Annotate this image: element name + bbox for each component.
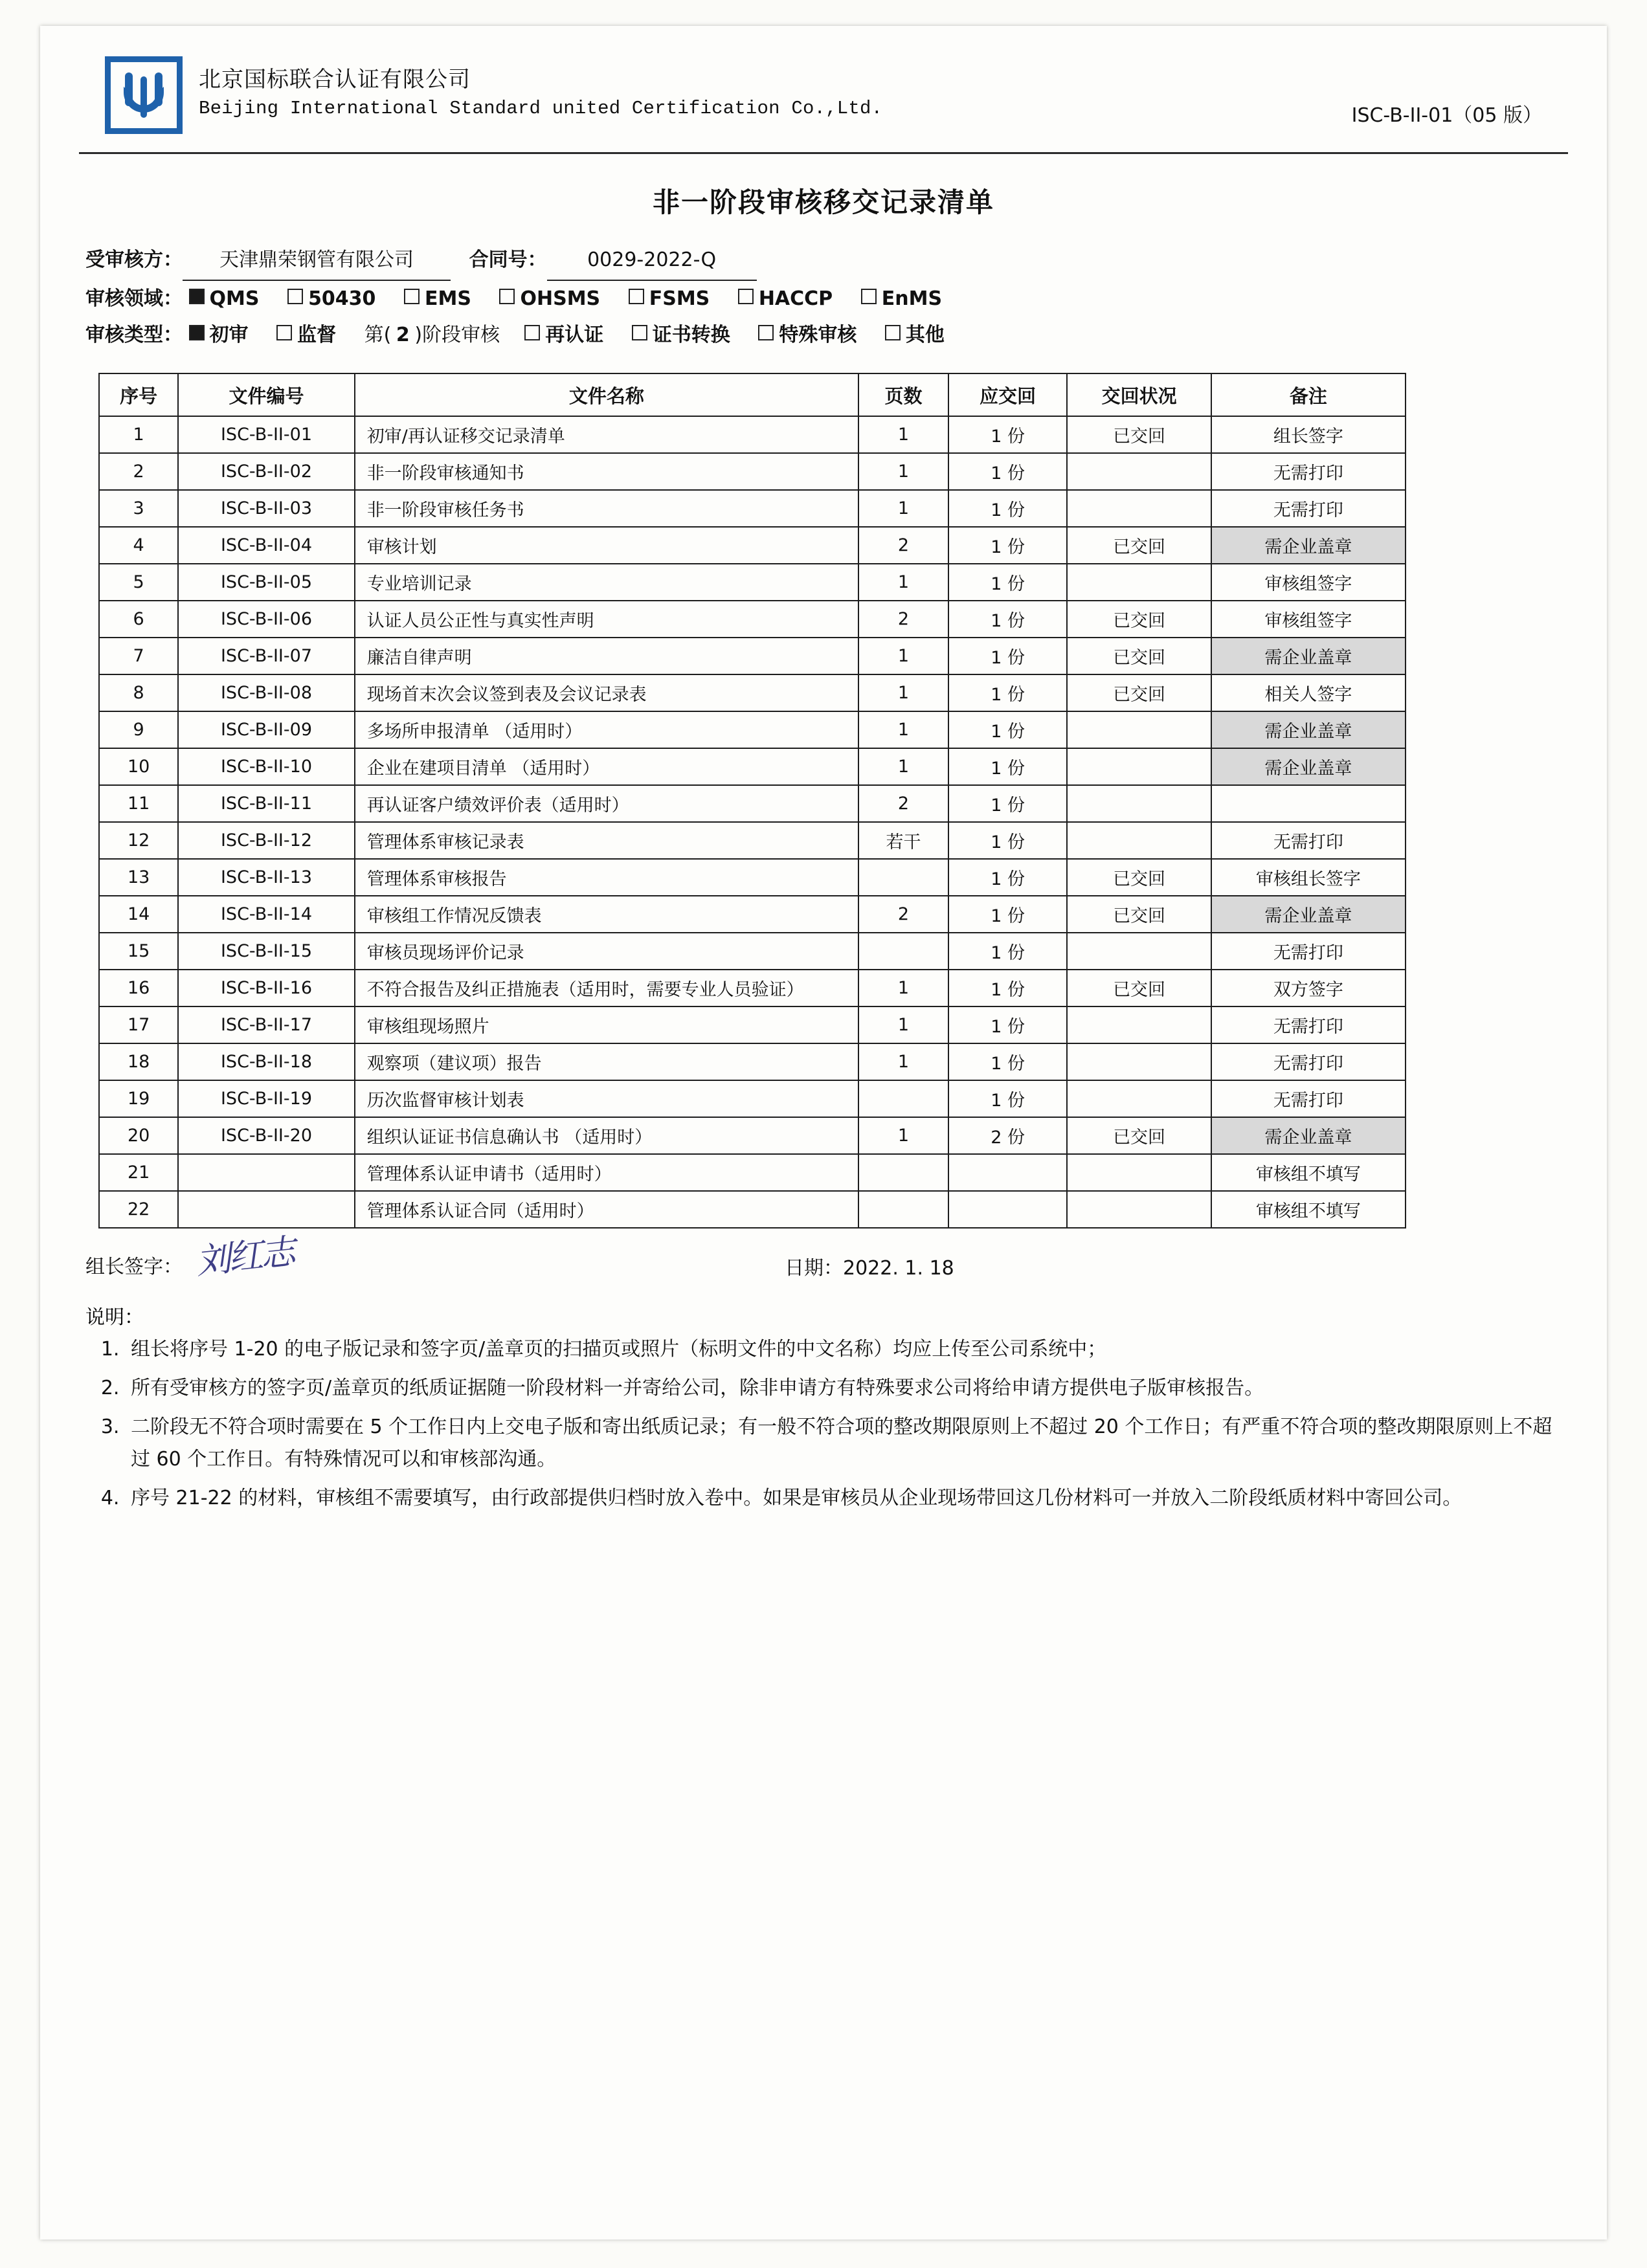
cell-name: 再认证客户绩效评价表（适用时） xyxy=(355,785,858,822)
cell-name: 非一阶段审核通知书 xyxy=(355,453,858,490)
cell-remark: 无需打印 xyxy=(1211,822,1406,859)
type-option-other-label: 其他 xyxy=(905,324,945,346)
cell-name: 企业在建项目清单 （适用时） xyxy=(355,748,858,785)
cell-seq: 1 xyxy=(99,416,178,453)
cell-name: 管理体系审核记录表 xyxy=(355,822,858,859)
table-row xyxy=(99,1080,1406,1117)
cell-pages: 若干 xyxy=(858,822,948,859)
col-header-name: 文件名称 xyxy=(355,373,858,416)
cell-remark: 双方签字 xyxy=(1211,970,1406,1006)
cell-code: ISC-B-II-20 xyxy=(178,1117,354,1154)
cell-seq: 21 xyxy=(99,1154,178,1191)
cell-pages: 1 xyxy=(858,711,948,748)
document-header xyxy=(79,49,1568,154)
cell-name: 廉洁自律声明 xyxy=(355,638,858,674)
cell-seq: 6 xyxy=(99,601,178,638)
cell-due: 1 份 xyxy=(948,490,1067,527)
col-header-pages: 页数 xyxy=(858,373,948,416)
notes-title: 说明： xyxy=(85,1306,144,1329)
cell-due: 1 份 xyxy=(948,527,1067,564)
contract-value: 0029-2022-Q xyxy=(547,242,757,281)
cell-due: 1 份 xyxy=(948,785,1067,822)
cell-name: 审核员现场评价记录 xyxy=(355,933,858,970)
cell-pages: 1 xyxy=(858,564,948,601)
checkbox-initial-icon[interactable] xyxy=(189,325,205,340)
table-row xyxy=(99,748,1406,785)
cell-code: ISC-B-II-17 xyxy=(178,1006,354,1043)
checkbox-fsms-icon[interactable] xyxy=(629,289,644,304)
cell-due: 1 份 xyxy=(948,674,1067,711)
table-row xyxy=(99,711,1406,748)
cell-seq: 19 xyxy=(99,1080,178,1117)
cell-due: 1 份 xyxy=(948,1043,1067,1080)
checkbox-recert-icon[interactable] xyxy=(524,325,540,340)
scope-option-qms-label: QMS xyxy=(209,287,260,310)
type-option-initial-label: 初审 xyxy=(209,324,249,346)
table-row xyxy=(99,896,1406,933)
cell-pages: 1 xyxy=(858,748,948,785)
type-option-recert-label: 再认证 xyxy=(545,324,604,346)
cell-seq: 4 xyxy=(99,527,178,564)
cell-due: 1 份 xyxy=(948,416,1067,453)
cell-due: 1 份 xyxy=(948,822,1067,859)
table-row xyxy=(99,453,1406,490)
table-row xyxy=(99,933,1406,970)
cell-name: 不符合报告及纠正措施表（适用时，需要专业人员验证） xyxy=(355,970,858,1006)
scope-option-haccp[interactable] xyxy=(738,281,833,317)
leader-sign-field[interactable] xyxy=(183,1232,396,1282)
col-header-code: 文件编号 xyxy=(178,373,354,416)
cell-due: 1 份 xyxy=(948,859,1067,896)
cell-pages: 2 xyxy=(858,601,948,638)
cell-seq: 18 xyxy=(99,1043,178,1080)
type-option-other[interactable] xyxy=(885,317,945,353)
type-option-special-label: 特殊审核 xyxy=(779,324,857,346)
cell-pages: 1 xyxy=(858,416,948,453)
cell-seq: 7 xyxy=(99,638,178,674)
scope-option-fsms[interactable] xyxy=(629,281,710,317)
cell-name: 非一阶段审核任务书 xyxy=(355,490,858,527)
page-title: 非一阶段审核移交记录清单 xyxy=(652,186,994,218)
cell-due xyxy=(948,1154,1067,1191)
documents-table xyxy=(98,373,1406,1228)
cell-seq: 17 xyxy=(99,1006,178,1043)
cell-seq: 11 xyxy=(99,785,178,822)
table-row xyxy=(99,564,1406,601)
meta-row-type xyxy=(85,317,1568,353)
cell-seq: 13 xyxy=(99,859,178,896)
cell-remark: 审核组不填写 xyxy=(1211,1191,1406,1228)
cell-name: 组织认证证书信息确认书 （适用时） xyxy=(355,1117,858,1154)
cell-remark: 审核组签字 xyxy=(1211,601,1406,638)
stage-number[interactable]: 2 xyxy=(396,324,410,346)
cell-name: 历次监督审核计划表 xyxy=(355,1080,858,1117)
cell-code: ISC-B-II-09 xyxy=(178,711,354,748)
cell-status xyxy=(1067,490,1211,527)
cell-name: 认证人员公正性与真实性声明 xyxy=(355,601,858,638)
note-item: 1. 组长将序号 1-20 的电子版记录和签字页/盖章页的扫描页或照片（标明文件的中文名称）均应上传至公司系统中； xyxy=(126,1333,1568,1366)
table-row xyxy=(99,1191,1406,1228)
cell-pages xyxy=(858,1191,948,1228)
cell-due: 1 份 xyxy=(948,711,1067,748)
checkbox-qms-icon[interactable] xyxy=(189,289,205,304)
scope-option-fsms-label: FSMS xyxy=(649,287,710,310)
cell-code: ISC-B-II-06 xyxy=(178,601,354,638)
scope-option-ems-label: EMS xyxy=(424,287,471,310)
table-row xyxy=(99,785,1406,822)
cell-status xyxy=(1067,822,1211,859)
cell-status: 已交回 xyxy=(1067,638,1211,674)
cell-remark: 审核组不填写 xyxy=(1211,1154,1406,1191)
cell-seq: 14 xyxy=(99,896,178,933)
scope-option-ohsms[interactable] xyxy=(499,281,600,317)
cell-seq: 22 xyxy=(99,1191,178,1228)
cell-name: 专业培训记录 xyxy=(355,564,858,601)
table-body xyxy=(99,416,1406,1228)
cell-code xyxy=(178,1154,354,1191)
cell-due: 1 份 xyxy=(948,1006,1067,1043)
cell-code: ISC-B-II-02 xyxy=(178,453,354,490)
cell-remark: 无需打印 xyxy=(1211,1043,1406,1080)
cell-remark: 无需打印 xyxy=(1211,1080,1406,1117)
table-row xyxy=(99,527,1406,564)
meta-row-audited xyxy=(85,242,1568,281)
table-header-row xyxy=(99,373,1406,416)
scope-label: 审核领域： xyxy=(85,287,183,310)
signature-row xyxy=(79,1232,1568,1296)
note-item: 3. 二阶段无不符合项时需要在 5 个工作日内上交电子版和寄出纸质记录；有一般不符合项的整改期限原则上不超过 20 个工作日；有严重不符合项的整改期限原则上不超过 60 个工作日。有特殊情况可以和审核部沟通。 xyxy=(126,1411,1568,1476)
checkbox-transfer-icon[interactable] xyxy=(632,325,647,340)
cell-status xyxy=(1067,1043,1211,1080)
cell-seq: 10 xyxy=(99,748,178,785)
cell-name: 管理体系认证申请书（适用时） xyxy=(355,1154,858,1191)
date-block xyxy=(785,1252,954,1280)
cell-remark xyxy=(1211,785,1406,822)
scope-option-enms-label: EnMS xyxy=(881,287,943,310)
cell-seq: 8 xyxy=(99,674,178,711)
cell-seq: 2 xyxy=(99,453,178,490)
cell-status xyxy=(1067,1154,1211,1191)
cell-due: 1 份 xyxy=(948,748,1067,785)
cell-status: 已交回 xyxy=(1067,416,1211,453)
checkbox-ohsms-icon[interactable] xyxy=(499,289,515,304)
type-option-transfer-label: 证书转换 xyxy=(652,324,730,346)
cell-status xyxy=(1067,711,1211,748)
cell-pages xyxy=(858,1080,948,1117)
cell-seq: 20 xyxy=(99,1117,178,1154)
cell-name: 审核组现场照片 xyxy=(355,1006,858,1043)
cell-seq: 12 xyxy=(99,822,178,859)
cell-due: 2 份 xyxy=(948,1117,1067,1154)
table-row xyxy=(99,1043,1406,1080)
cell-code: ISC-B-II-11 xyxy=(178,785,354,822)
cell-status xyxy=(1067,933,1211,970)
cell-code: ISC-B-II-10 xyxy=(178,748,354,785)
table-row xyxy=(99,1154,1406,1191)
cell-remark: 无需打印 xyxy=(1211,1006,1406,1043)
type-option-special[interactable] xyxy=(758,317,857,353)
table-row xyxy=(99,1117,1406,1154)
type-label: 审核类型： xyxy=(85,324,183,346)
note-item: 2. 所有受审核方的签字页/盖章页的纸质证据随一阶段材料一并寄给公司，除非申请方有特殊要求公司将给申请方提供电子版审核报告。 xyxy=(126,1372,1568,1405)
cell-seq: 3 xyxy=(99,490,178,527)
cell-seq: 15 xyxy=(99,933,178,970)
cell-remark: 审核组长签字 xyxy=(1211,859,1406,896)
handwritten-signature: 刘红志 xyxy=(194,1232,295,1282)
leader-sign-label: 组长签字： xyxy=(85,1256,183,1278)
cell-remark: 组长签字 xyxy=(1211,416,1406,453)
cell-due: 1 份 xyxy=(948,601,1067,638)
audited-label: 受审核方： xyxy=(85,249,183,271)
cell-pages xyxy=(858,859,948,896)
cell-pages: 1 xyxy=(858,453,948,490)
cell-code: ISC-B-II-04 xyxy=(178,527,354,564)
cell-status xyxy=(1067,1080,1211,1117)
cell-seq: 16 xyxy=(99,970,178,1006)
cell-code: ISC-B-II-05 xyxy=(178,564,354,601)
cell-pages: 2 xyxy=(858,527,948,564)
checkbox-surveillance-icon[interactable] xyxy=(276,325,292,340)
cell-code: ISC-B-II-07 xyxy=(178,638,354,674)
scope-option-50430-label: 50430 xyxy=(308,287,376,310)
date-value: 2022. 1. 18 xyxy=(843,1257,954,1280)
scope-option-ems[interactable] xyxy=(404,281,471,317)
table-row xyxy=(99,859,1406,896)
cell-name: 管理体系认证合同（适用时） xyxy=(355,1191,858,1228)
cell-code: ISC-B-II-01 xyxy=(178,416,354,453)
cell-due: 1 份 xyxy=(948,970,1067,1006)
cell-pages: 1 xyxy=(858,1006,948,1043)
cell-pages: 1 xyxy=(858,674,948,711)
cell-pages: 1 xyxy=(858,490,948,527)
cell-due: 1 份 xyxy=(948,896,1067,933)
type-option-transfer[interactable] xyxy=(632,317,730,353)
table-row xyxy=(99,638,1406,674)
cell-name: 审核计划 xyxy=(355,527,858,564)
stage-suffix: )阶段审核 xyxy=(414,324,500,346)
cell-pages: 1 xyxy=(858,638,948,674)
table-row xyxy=(99,822,1406,859)
scope-option-ohsms-label: OHSMS xyxy=(520,287,601,310)
cell-status: 已交回 xyxy=(1067,896,1211,933)
cell-status: 已交回 xyxy=(1067,1117,1211,1154)
cell-remark: 需企业盖章 xyxy=(1211,896,1406,933)
type-option-surveillance[interactable] xyxy=(276,317,336,353)
cell-remark: 需企业盖章 xyxy=(1211,711,1406,748)
checkbox-haccp-icon[interactable] xyxy=(738,289,754,304)
cell-status: 已交回 xyxy=(1067,859,1211,896)
cell-pages: 2 xyxy=(858,785,948,822)
cell-remark: 无需打印 xyxy=(1211,933,1406,970)
meta-row-scope xyxy=(85,281,1568,317)
isc-logo-icon xyxy=(105,56,183,134)
cell-code: ISC-B-II-08 xyxy=(178,674,354,711)
cell-pages xyxy=(858,1154,948,1191)
type-option-initial[interactable] xyxy=(189,317,249,353)
scope-option-haccp-label: HACCP xyxy=(758,287,833,310)
cell-remark: 相关人签字 xyxy=(1211,674,1406,711)
checkbox-special-icon[interactable] xyxy=(758,325,774,340)
note-item: 4. 序号 21-22 的材料，审核组不需要填写，由行政部提供归档时放入卷中。如果是审核员从企业现场带回这几份材料可一并放入二阶段纸质材料中寄回公司。 xyxy=(126,1482,1568,1515)
paper-sheet xyxy=(40,26,1607,2240)
cell-name: 现场首末次会议签到表及会议记录表 xyxy=(355,674,858,711)
cell-name: 初审/再认证移交记录清单 xyxy=(355,416,858,453)
cell-code: ISC-B-II-16 xyxy=(178,970,354,1006)
checkbox-ems-icon[interactable] xyxy=(404,289,420,304)
col-header-remark: 备注 xyxy=(1211,373,1406,416)
cell-due: 1 份 xyxy=(948,933,1067,970)
stage-prefix: 第( xyxy=(364,324,392,346)
company-name-cn: 北京国标联合认证有限公司 xyxy=(199,67,471,93)
cell-remark: 无需打印 xyxy=(1211,490,1406,527)
cell-name: 管理体系审核报告 xyxy=(355,859,858,896)
cell-remark: 无需打印 xyxy=(1211,453,1406,490)
notes-list xyxy=(79,1333,1568,1515)
cell-code xyxy=(178,1191,354,1228)
cell-due xyxy=(948,1191,1067,1228)
cell-name: 多场所申报清单 （适用时） xyxy=(355,711,858,748)
contract-label: 合同号： xyxy=(469,249,547,271)
table-row xyxy=(99,970,1406,1006)
table-row xyxy=(99,490,1406,527)
cell-name: 审核组工作情况反馈表 xyxy=(355,896,858,933)
cell-remark: 需企业盖章 xyxy=(1211,1117,1406,1154)
cell-due: 1 份 xyxy=(948,638,1067,674)
table-row xyxy=(99,416,1406,453)
cell-pages: 1 xyxy=(858,1043,948,1080)
cell-code: ISC-B-II-14 xyxy=(178,896,354,933)
cell-seq: 9 xyxy=(99,711,178,748)
cell-pages: 1 xyxy=(858,970,948,1006)
cell-remark: 需企业盖章 xyxy=(1211,638,1406,674)
cell-status: 已交回 xyxy=(1067,601,1211,638)
cell-code: ISC-B-II-03 xyxy=(178,490,354,527)
cell-code: ISC-B-II-18 xyxy=(178,1043,354,1080)
cell-due: 1 份 xyxy=(948,453,1067,490)
cell-remark: 需企业盖章 xyxy=(1211,527,1406,564)
table-row xyxy=(99,1006,1406,1043)
table-row xyxy=(99,601,1406,638)
cell-code: ISC-B-II-15 xyxy=(178,933,354,970)
cell-status xyxy=(1067,785,1211,822)
audited-value: 天津鼎荣钢管有限公司 xyxy=(183,242,451,281)
cell-due: 1 份 xyxy=(948,564,1067,601)
cell-remark: 需企业盖章 xyxy=(1211,748,1406,785)
company-name-en: Beijing International Standard united Certification Co.,Ltd. xyxy=(199,98,883,119)
meta-block xyxy=(79,242,1568,353)
cell-status: 已交回 xyxy=(1067,674,1211,711)
col-header-status: 交回状况 xyxy=(1067,373,1211,416)
col-header-seq: 序号 xyxy=(99,373,178,416)
cell-code: ISC-B-II-12 xyxy=(178,822,354,859)
cell-status xyxy=(1067,748,1211,785)
checkbox-other-icon[interactable] xyxy=(885,325,901,340)
document-code: ISC-B-II-01（05 版） xyxy=(1351,104,1542,127)
cell-status xyxy=(1067,1006,1211,1043)
type-option-surveillance-label: 监督 xyxy=(297,324,337,346)
scope-option-enms[interactable] xyxy=(861,281,942,317)
cell-status xyxy=(1067,564,1211,601)
cell-code: ISC-B-II-13 xyxy=(178,859,354,896)
cell-pages: 2 xyxy=(858,896,948,933)
cell-status: 已交回 xyxy=(1067,527,1211,564)
scope-option-50430[interactable] xyxy=(287,281,375,317)
cell-pages: 1 xyxy=(858,1117,948,1154)
cell-pages xyxy=(858,933,948,970)
checkbox-50430-icon[interactable] xyxy=(287,289,303,304)
type-option-recert[interactable] xyxy=(524,317,603,353)
date-label: 日期： xyxy=(785,1257,843,1280)
checkbox-enms-icon[interactable] xyxy=(861,289,877,304)
scope-option-qms[interactable] xyxy=(189,281,260,317)
col-header-due: 应交回 xyxy=(948,373,1067,416)
cell-name: 观察项（建议项）报告 xyxy=(355,1043,858,1080)
cell-due: 1 份 xyxy=(948,1080,1067,1117)
cell-code: ISC-B-II-19 xyxy=(178,1080,354,1117)
table-row xyxy=(99,674,1406,711)
cell-status xyxy=(1067,1191,1211,1228)
cell-status xyxy=(1067,453,1211,490)
cell-status: 已交回 xyxy=(1067,970,1211,1006)
cell-seq: 5 xyxy=(99,564,178,601)
cell-remark: 审核组签字 xyxy=(1211,564,1406,601)
